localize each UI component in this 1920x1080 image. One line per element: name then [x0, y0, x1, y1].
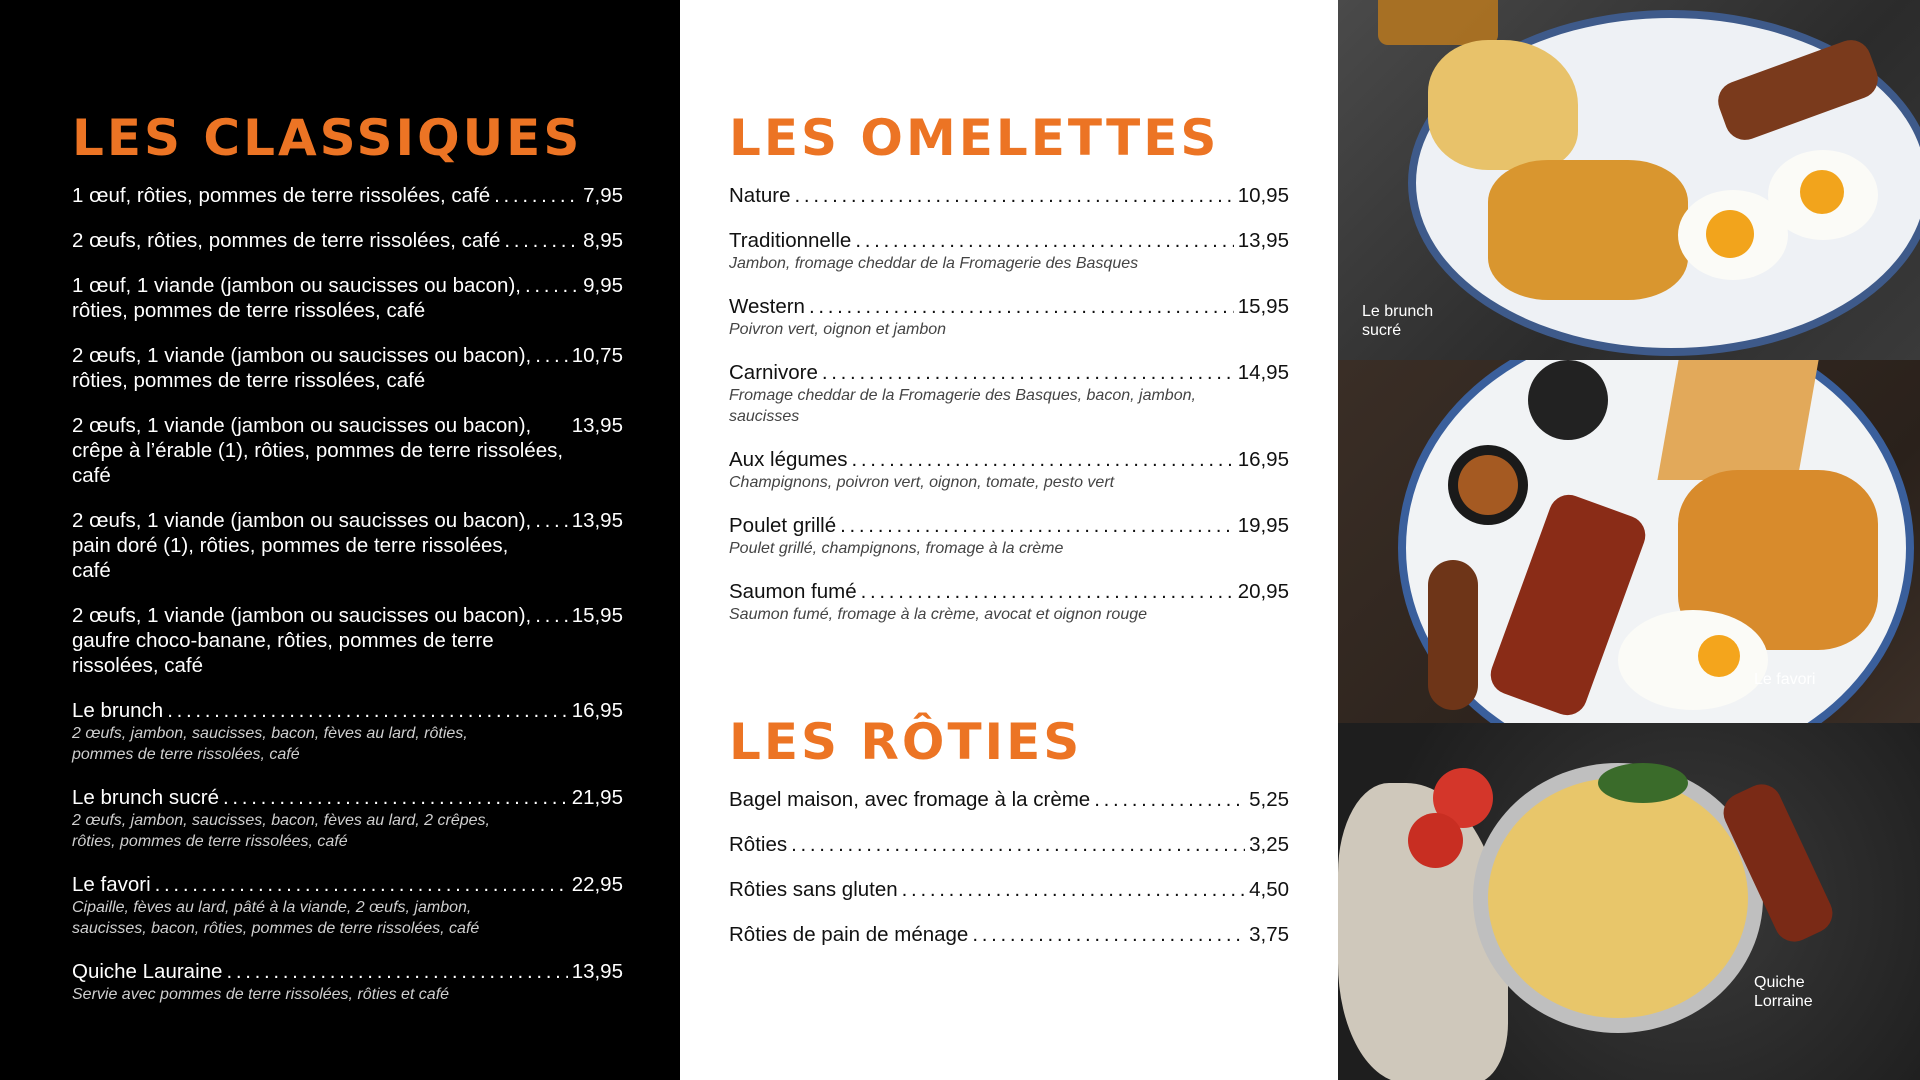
menu-item-name: 2 œufs, rôties, pommes de terre rissolées, café: [72, 229, 501, 252]
dot-leader: [795, 183, 1234, 208]
menu-item-row: [729, 228, 1289, 253]
menu-item-name: Poulet grillé: [729, 514, 837, 537]
menu-item-price: 5,25: [1249, 788, 1289, 811]
classiques-panel: [0, 0, 680, 1080]
pie-slice-shape: [1657, 360, 1818, 480]
menu-item-row: [729, 877, 1289, 902]
menu-item: [72, 343, 623, 393]
menu-item-description: Fromage cheddar de la Fromagerie des Basques, bacon, jambon, saucisses: [729, 387, 1196, 425]
menu-item-name: Bagel maison, avec fromage à la crème: [729, 788, 1091, 811]
menu-item-row: [72, 273, 623, 323]
menu-item-description: Saumon fumé, fromage à la crème, avocat et oignon rouge: [729, 606, 1148, 623]
menu-item: [729, 832, 1289, 857]
caption-brunch-sucre: Le brunch sucré: [1362, 303, 1434, 339]
menu-item-description: 2 œufs, jambon, saucisses, bacon, fèves au lard, rôties, pommes de terre rissolées, café: [72, 725, 468, 763]
potatoes-shape: [1488, 160, 1688, 300]
menu-item-price: 10,75: [571, 344, 623, 367]
egg-shape-2: [1768, 150, 1878, 240]
dot-leader: [822, 360, 1234, 385]
menu-item-description: Cipaille, fèves au lard, pâté à la viande, 2 œufs, jambon, saucisses, bacon, rôties, pommes de terre rissolées, café: [72, 899, 480, 937]
dot-leader: [852, 447, 1234, 472]
menu-item-price: 16,95: [1237, 448, 1289, 471]
photo-le-favori: [1338, 360, 1920, 723]
menu-item-name: Saumon fumé: [729, 580, 857, 603]
menu-item: [72, 959, 623, 1005]
menu-item-name: Rôties de pain de ménage: [729, 923, 969, 946]
dot-leader: [855, 228, 1233, 253]
menu-item-description: Champignons, poivron vert, oignon, tomate, pesto vert: [729, 474, 1115, 491]
menu-item-price: 19,95: [1237, 514, 1289, 537]
menu-item-name: Carnivore: [729, 361, 818, 384]
menu-item: [72, 603, 623, 678]
menu-item-row: [729, 360, 1289, 385]
dot-leader: [902, 877, 1245, 902]
menu-item-row: [729, 832, 1289, 857]
menu-item-name: Western: [729, 295, 805, 318]
menu-item: [72, 508, 623, 583]
dot-leader: [972, 922, 1245, 947]
dot-leader: [504, 228, 579, 253]
menu-item: [72, 785, 623, 852]
menu-item-row: [72, 959, 623, 984]
menu-item-row: [72, 413, 623, 488]
menu-item-name: Traditionnelle: [729, 229, 852, 252]
menu-item-row: [72, 785, 623, 810]
crepe-shape: [1428, 40, 1578, 170]
menu-item-price: 4,50: [1249, 878, 1289, 901]
pate-bowl-shape: [1528, 360, 1608, 440]
dot-leader: [223, 785, 568, 810]
photo-column: [1338, 0, 1920, 1080]
menu-item: [729, 360, 1289, 427]
menu-item-price: 7,95: [583, 184, 623, 207]
syrup-jar-shape: [1378, 0, 1498, 45]
roties-title: LES RÔTIES: [729, 713, 1083, 771]
menu-item-name: 1 œuf, rôties, pommes de terre rissolées, café: [72, 184, 491, 207]
omelettes-title: LES OMELETTES: [729, 109, 1220, 167]
menu-item: [729, 447, 1289, 493]
menu-item-row: [729, 579, 1289, 604]
menu-item-price: 10,95: [1237, 184, 1289, 207]
menu-item-row: [72, 343, 623, 393]
menu-item-row: [729, 294, 1289, 319]
omelettes-roties-panel: [680, 0, 1338, 1080]
menu-item-price: 9,95: [583, 274, 623, 297]
menu-item-price: 21,95: [571, 786, 623, 809]
menu-item-price: 3,25: [1249, 833, 1289, 856]
dot-leader: [525, 273, 579, 298]
menu-item-name: Aux légumes: [729, 448, 848, 471]
menu-item-name: Le brunch: [72, 699, 164, 722]
dot-leader: [167, 698, 568, 723]
menu-item-name: Quiche Lauraine: [72, 960, 223, 983]
menu-item-name: Rôties sans gluten: [729, 878, 898, 901]
menu-item: [729, 294, 1289, 340]
dot-leader: [535, 603, 567, 628]
menu-item-row: [72, 228, 623, 253]
beans-bowl-shape: [1448, 445, 1528, 525]
menu-item: [72, 872, 623, 939]
menu-item: [729, 922, 1289, 947]
menu-item-price: 13,95: [571, 960, 623, 983]
menu-item-name: Nature: [729, 184, 791, 207]
menu-item: [729, 579, 1289, 625]
dot-leader: [861, 579, 1234, 604]
menu-item: [72, 183, 623, 208]
menu-item: [729, 787, 1289, 812]
broccoli-shape: [1598, 763, 1688, 803]
menu-item-price: 15,95: [571, 604, 623, 627]
menu-item-price: 15,95: [1237, 295, 1289, 318]
menu-item-description: Jambon, fromage cheddar de la Fromagerie des Basques: [729, 255, 1139, 272]
classiques-title: LES CLASSIQUES: [72, 109, 583, 167]
menu-item: [72, 413, 623, 488]
dot-leader: [226, 959, 567, 984]
menu-item-name: 2 œufs, 1 viande (jambon ou saucisses ou bacon), rôties, pommes de terre rissolées, café: [72, 344, 532, 392]
dot-leader: [840, 513, 1234, 538]
caption-le-favori: Le favori: [1754, 671, 1816, 688]
menu-item-row: [729, 183, 1289, 208]
menu-item-price: 13,95: [1237, 229, 1289, 252]
menu-item-row: [72, 698, 623, 723]
menu-item-price: 16,95: [571, 699, 623, 722]
dot-leader: [809, 294, 1234, 319]
menu-item: [729, 877, 1289, 902]
quiche-shape: [1488, 778, 1748, 1018]
dot-leader: [155, 872, 568, 897]
menu-item-row: [72, 603, 623, 678]
menu-item-name: Le favori: [72, 873, 151, 896]
photo-brunch-sucre: [1338, 0, 1920, 360]
menu-item-row: [729, 513, 1289, 538]
menu-item-row: [729, 922, 1289, 947]
menu-item-description: Poulet grillé, champignons, fromage à la crème: [729, 540, 1064, 557]
menu-item: [729, 183, 1289, 208]
menu-item-name: Rôties: [729, 833, 788, 856]
menu-item-row: [729, 787, 1289, 812]
menu-item-name: 2 œufs, 1 viande (jambon ou saucisses ou bacon), gaufre choco-banane, rôties, pommes de terre rissolées, café: [72, 604, 532, 677]
dot-leader: [1094, 787, 1245, 812]
menu-item-price: 3,75: [1249, 923, 1289, 946]
menu-item-price: 8,95: [583, 229, 623, 252]
menu-item: [72, 698, 623, 765]
menu-item: [729, 513, 1289, 559]
dot-leader: [791, 832, 1245, 857]
favori-sausage-shape: [1428, 560, 1478, 710]
roties-list: [729, 787, 1289, 967]
menu-item-name: Le brunch sucré: [72, 786, 220, 809]
menu-item-row: [72, 872, 623, 897]
menu-item-description: 2 œufs, jambon, saucisses, bacon, fèves au lard, 2 crêpes, rôties, pommes de terre rissolées, café: [72, 812, 490, 850]
photo-quiche: [1338, 723, 1920, 1080]
dot-leader: [567, 413, 568, 438]
menu-item-name: 2 œufs, 1 viande (jambon ou saucisses ou bacon), crêpe à l’érable (1), rôties, pommes de terre rissolées, café: [72, 414, 564, 487]
dot-leader: [535, 508, 567, 533]
omelettes-list: [729, 183, 1289, 645]
dot-leader: [494, 183, 579, 208]
menu-item-row: [72, 508, 623, 583]
menu-item-price: 14,95: [1237, 361, 1289, 384]
menu-item-price: 13,95: [571, 509, 623, 532]
menu-item: [729, 228, 1289, 274]
menu-item-name: 1 œuf, 1 viande (jambon ou saucisses ou bacon), rôties, pommes de terre rissolées, café: [72, 274, 521, 322]
menu-item: [72, 273, 623, 323]
classiques-list: [72, 183, 623, 1025]
menu-item-name: 2 œufs, 1 viande (jambon ou saucisses ou bacon), pain doré (1), rôties, pommes de terre rissolées, café: [72, 509, 532, 582]
menu-item-price: 13,95: [571, 414, 623, 437]
menu-item-price: 20,95: [1237, 580, 1289, 603]
menu-item-description: Servie avec pommes de terre rissolées, rôties et café: [72, 986, 450, 1003]
tomato-shape-2: [1408, 813, 1463, 868]
menu-item: [72, 228, 623, 253]
menu-item-row: [72, 183, 623, 208]
dot-leader: [535, 343, 567, 368]
menu-item-price: 22,95: [571, 873, 623, 896]
favori-egg-shape: [1618, 610, 1768, 710]
caption-quiche: Quiche Lorraine: [1754, 974, 1813, 1010]
menu-item-row: [729, 447, 1289, 472]
menu-item-description: Poivron vert, oignon et jambon: [729, 321, 947, 338]
